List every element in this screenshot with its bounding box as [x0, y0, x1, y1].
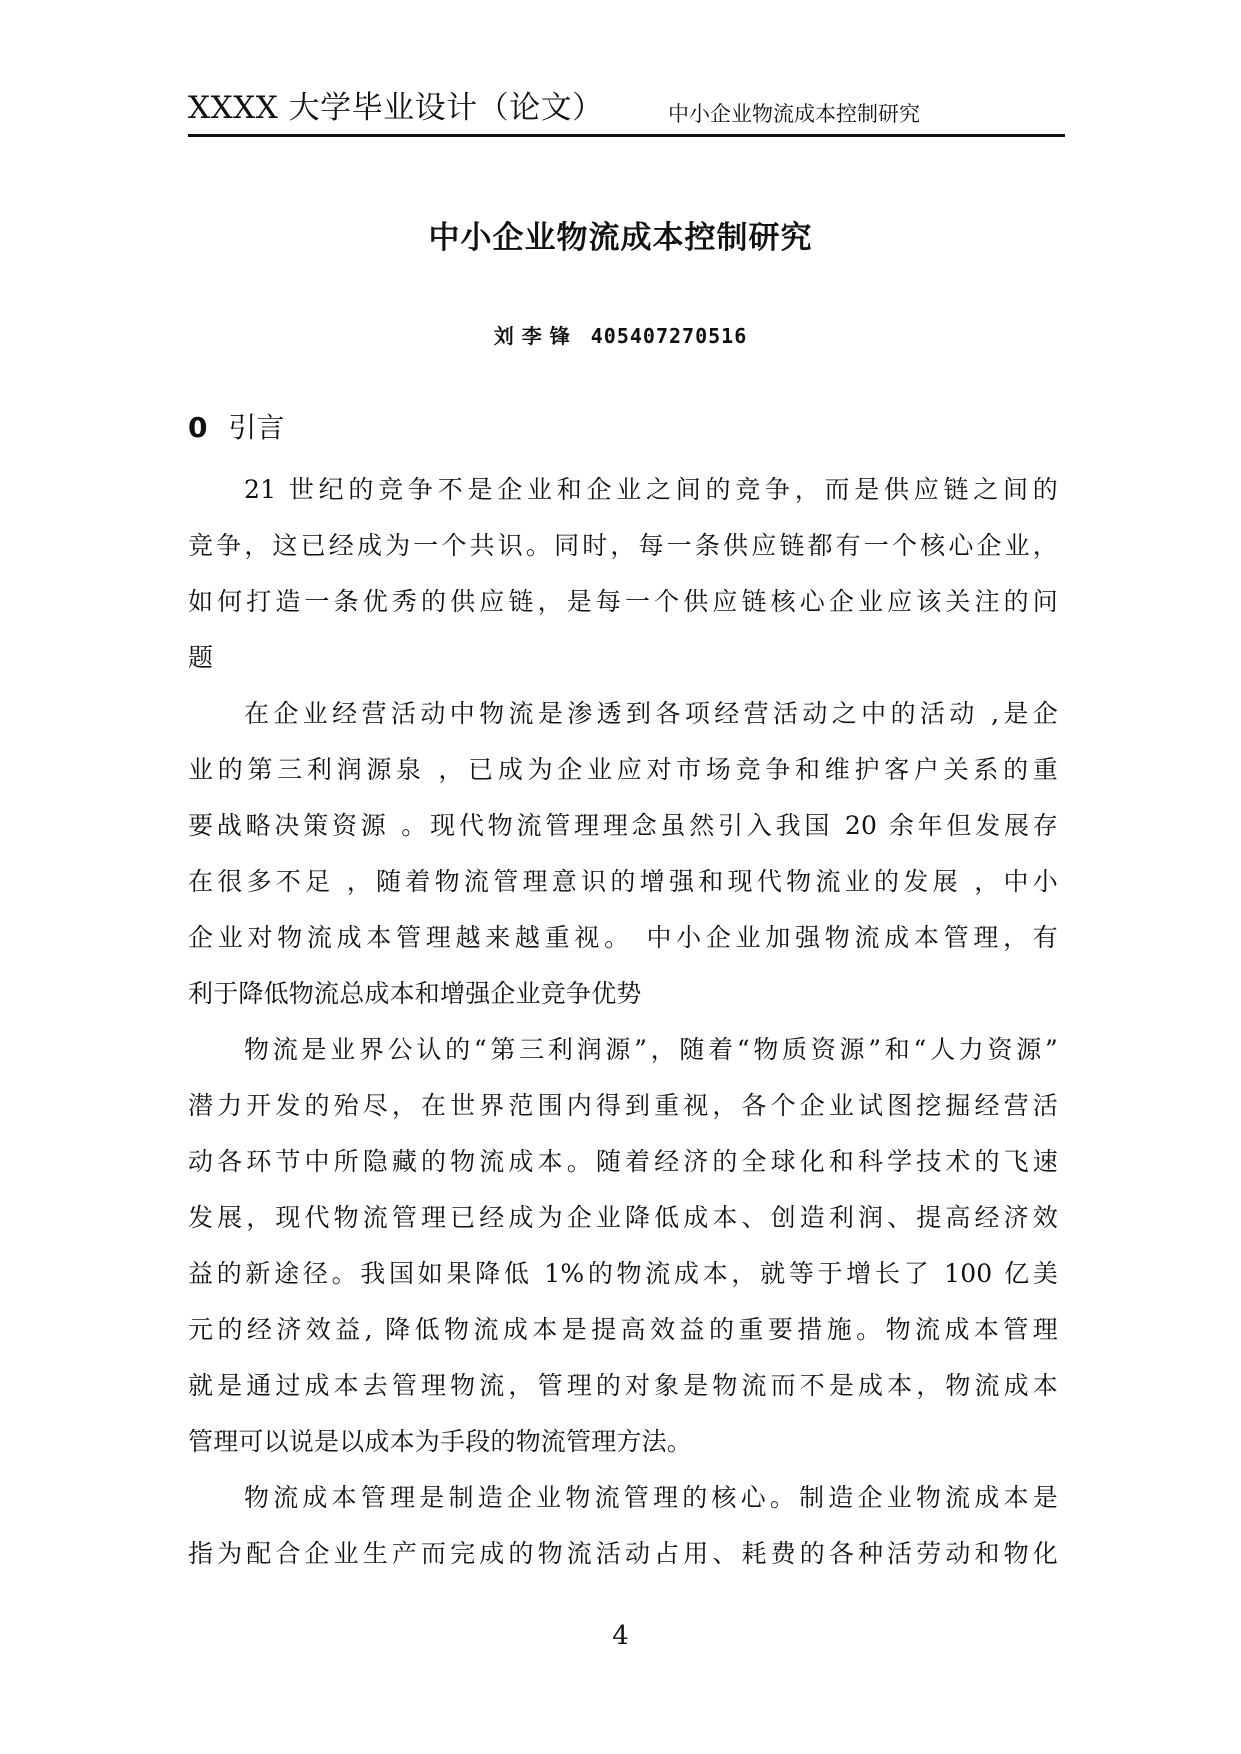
header-paper-title: 中小企业物流成本控制研究	[668, 102, 920, 126]
page-header	[188, 86, 1065, 137]
text-line: 业的第三利润源泉 ，已成为企业应对市场竞争和维护客户关系的重	[188, 755, 1058, 784]
text-line: 潜力开发的殆尽，在世界范围内得到重视，各个企业试图挖掘经营活	[188, 1091, 1058, 1120]
text-line: 物流是业界公认的“第三利润源”，随着“物质资源”和“人力资源”	[244, 1035, 1058, 1064]
text-line: 题	[188, 643, 214, 672]
header-university-title: XXXX 大学毕业设计（论文）	[188, 90, 604, 126]
body-text	[188, 462, 1058, 1582]
section-title: 引言	[228, 411, 285, 444]
text-line: 就是通过成本去管理物流，管理的对象是物流而不是成本，物流成本	[188, 1371, 1058, 1400]
text-line: 管理可以说是以成本为手段的物流管理方法。	[188, 1427, 693, 1456]
page-number: 4	[612, 1621, 629, 1651]
text-line: 如何打造一条优秀的供应链，是每一个供应链核心企业应该关注的问	[188, 587, 1058, 616]
text-line: 益的新途径。我国如果降低 1%的物流成本，就等于增长了 100 亿美	[188, 1259, 1058, 1288]
text-line: 21 世纪的竞争不是企业和企业之间的竞争，而是供应链之间的	[244, 475, 1058, 504]
text-line: 物流成本管理是制造企业物流管理的核心。制造企业物流成本是	[244, 1483, 1058, 1512]
text-line: 企业对物流成本管理越来越重视。 中小企业加强物流成本管理，有	[188, 923, 1058, 952]
author-id: 405407270516	[590, 324, 748, 348]
text-line: 在很多不足 ，随着物流管理意识的增强和现代物流业的发展 ，中小	[188, 867, 1058, 896]
text-line: 发展，现代物流管理已经成为企业降低成本、创造利润、提高经济效	[188, 1203, 1058, 1232]
text-line: 在企业经营活动中物流是渗透到各项经营活动之中的活动 ,是企	[244, 699, 1058, 728]
text-line: 元的经济效益, 降低物流成本是提高效益的重要措施。物流成本管理	[188, 1315, 1058, 1344]
text-line: 利于降低物流总成本和增强企业竞争优势	[188, 979, 642, 1008]
author-name: 刘李锋	[493, 324, 578, 348]
text-line: 指为配合企业生产而完成的物流活动占用、耗费的各种活劳动和物化	[188, 1539, 1058, 1568]
text-line: 竞争，这已经成为一个共识。同时，每一条供应链都有一个核心企业，	[188, 531, 1058, 560]
author-line	[0, 322, 1241, 350]
paper-title: 中小企业物流成本控制研究	[428, 220, 813, 256]
text-line: 动各环节中所隐藏的物流成本。随着经济的全球化和科学技术的飞速	[188, 1147, 1058, 1176]
text-line: 要战略决策资源 。现代物流管理理念虽然引入我国 20 余年但发展存	[188, 811, 1058, 840]
section-number: 0	[188, 411, 208, 444]
section-heading	[188, 408, 284, 448]
